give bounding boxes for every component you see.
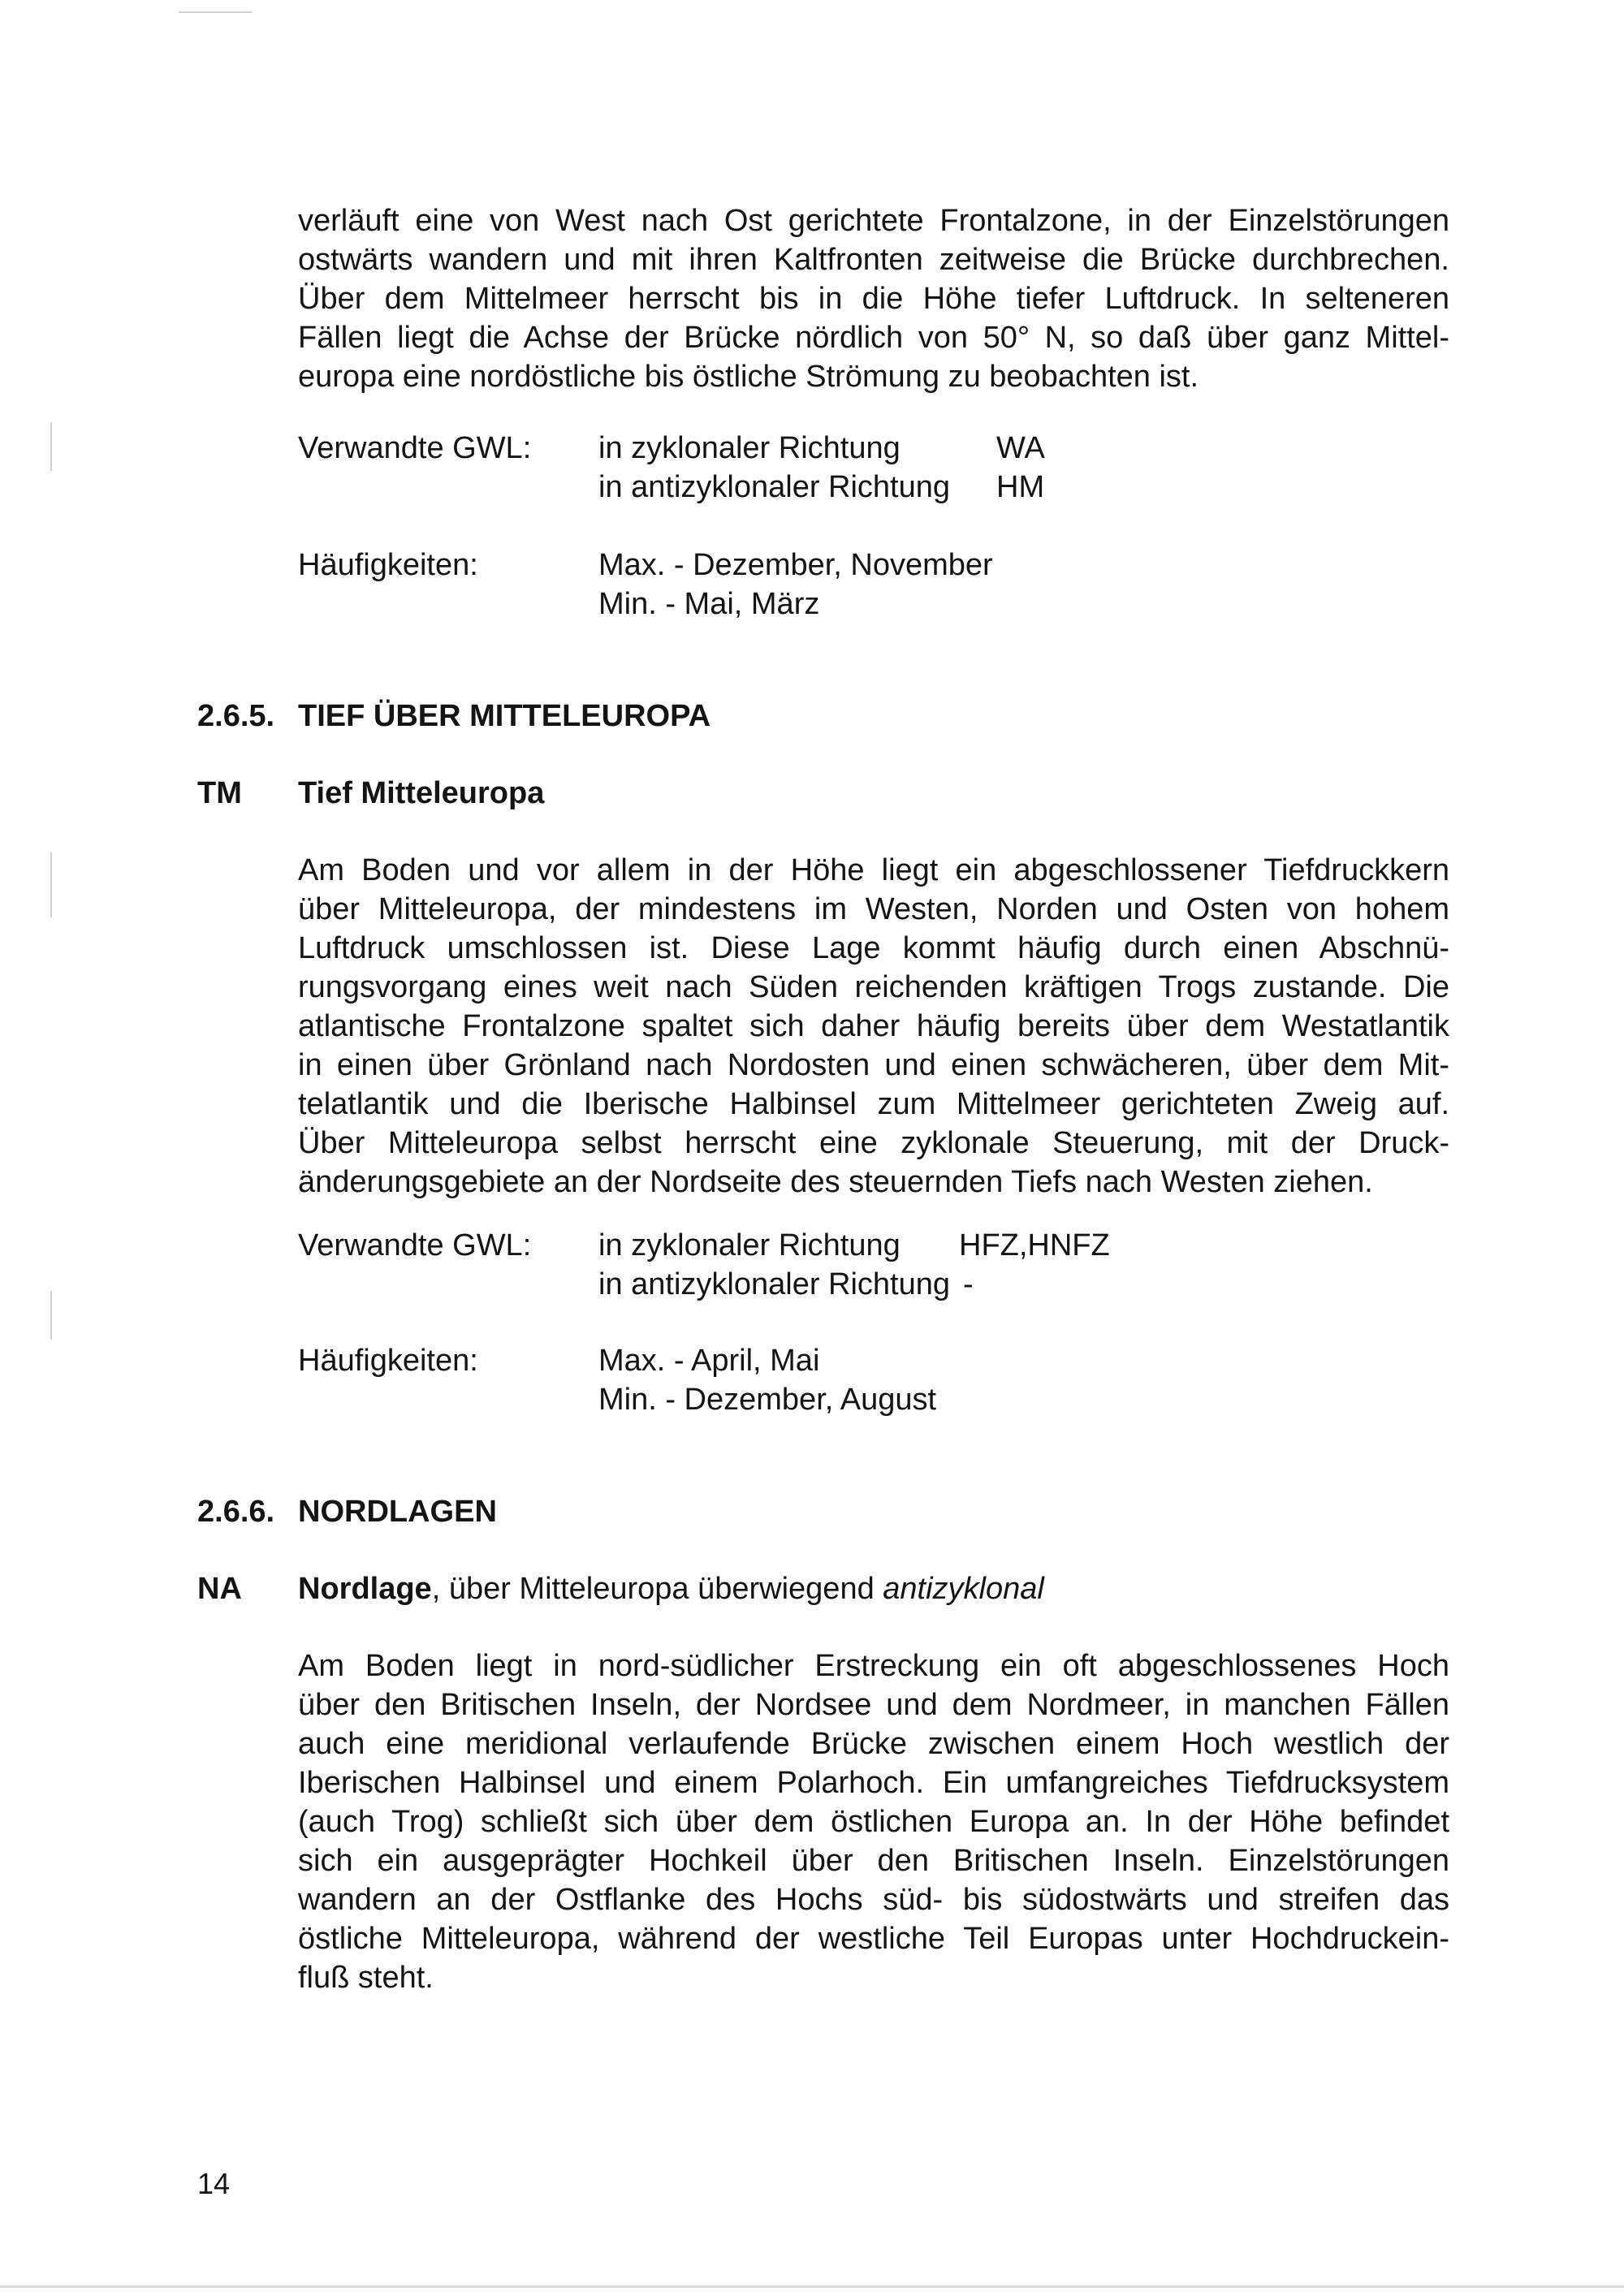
frequency-min: Min. - Mai, März bbox=[598, 587, 820, 621]
related-direction: in antizyklonaler Richtung bbox=[598, 1267, 951, 1301]
intro-line: Fällen liegt die Achse der Brücke nördlich von 50° N, so daß über ganz Mittel- bbox=[298, 321, 1449, 355]
tm-line: Luftdruck umschlossen ist. Diese Lage kommt häufig durch einen Abschnü- bbox=[298, 931, 1449, 965]
intro-line: europa eine nordöstliche bis östliche Strömung zu beobachten ist. bbox=[298, 360, 1199, 394]
related-value: - bbox=[963, 1267, 974, 1301]
gwl-code: TM bbox=[197, 776, 242, 810]
gwl-subtitle bbox=[298, 774, 544, 813]
na-line: (auch Trog) schließt sich über dem östlichen Europa an. In der Höhe befindet bbox=[298, 1805, 1449, 1839]
intro-line: Über dem Mittelmeer herrscht bis in die Höhe tiefer Luftdruck. In selteneren bbox=[298, 282, 1449, 316]
intro-line: ostwärts wandern und mit ihren Kaltfronten zeitweise die Brücke durchbrechen. bbox=[298, 243, 1449, 277]
na-line: sich ein ausgeprägter Hochkeil über den Britischen Inseln. Einzelstörungen bbox=[298, 1844, 1449, 1878]
na-line: fluß steht. bbox=[298, 1961, 434, 1995]
na-line: auch eine meridional verlaufende Brücke zwischen einem Hoch westlich der bbox=[298, 1727, 1449, 1761]
section-title: TIEF ÜBER MITTELEUROPA bbox=[298, 699, 711, 733]
tm-line: änderungsgebiete an der Nordseite des steuernden Tiefs nach Westen ziehen. bbox=[298, 1165, 1373, 1199]
na-line: Iberischen Halbinsel und einem Polarhoch. Ein umfangreiches Tiefdrucksystem bbox=[298, 1766, 1449, 1800]
tm-line: über Mitteleuropa, der mindestens im Westen, Norden und Osten von hohem bbox=[298, 892, 1449, 926]
section-title: NORDLAGEN bbox=[298, 1495, 497, 1529]
na-paragraph bbox=[298, 1646, 1449, 1997]
scan-artifact-left-3 bbox=[50, 1291, 52, 1340]
page-number: 14 bbox=[197, 2167, 231, 2200]
related-value: HM bbox=[996, 470, 1045, 504]
na-line: über den Britischen Inseln, der Nordsee und dem Nordmeer, in manchen Fällen bbox=[298, 1688, 1449, 1722]
scan-artifact-left-1 bbox=[50, 422, 52, 471]
related-value: HFZ,HNFZ bbox=[959, 1228, 1110, 1262]
scan-artifact-top bbox=[179, 11, 252, 13]
gwl-subtitle-rest: , über Mitteleuropa überwiegend bbox=[431, 1572, 883, 1606]
related-value: WA bbox=[996, 431, 1045, 465]
gwl-code: NA bbox=[197, 1572, 242, 1606]
related-direction: in antizyklonaler Richtung bbox=[598, 470, 951, 504]
tm-paragraph bbox=[298, 851, 1449, 1202]
frequency-max: Max. - April, Mai bbox=[598, 1344, 820, 1378]
na-line: östliche Mitteleuropa, während der westliche Teil Europas unter Hochdruckein- bbox=[298, 1922, 1449, 1956]
section-number: 2.6.6. bbox=[197, 1495, 275, 1529]
related-direction: in zyklonaler Richtung bbox=[598, 431, 901, 465]
tm-line: rungsvorgang eines weit nach Süden reichenden kräftigen Trogs zustande. Die bbox=[298, 970, 1449, 1004]
gwl-subtitle-text: Tief Mitteleuropa bbox=[298, 776, 545, 810]
frequencies-label: Häufigkeiten: bbox=[298, 1344, 478, 1378]
related-gwl-label: Verwandte GWL: bbox=[298, 431, 532, 465]
related-direction: in zyklonaler Richtung bbox=[598, 1228, 901, 1262]
tm-line: atlantische Frontalzone spaltet sich daher häufig bereits über dem Westatlantik bbox=[298, 1009, 1449, 1043]
tm-line: telatlantik und die Iberische Halbinsel zum Mittelmeer gerichteten Zweig auf. bbox=[298, 1087, 1449, 1121]
frequency-max: Max. - Dezember, November bbox=[598, 548, 993, 582]
intro-line: verläuft eine von West nach Ost gerichtete Frontalzone, in der Einzelstörungen bbox=[298, 204, 1449, 238]
section-number: 2.6.5. bbox=[197, 699, 275, 733]
tm-line: Über Mitteleuropa selbst herrscht eine zyklonale Steuerung, mit der Druck- bbox=[298, 1126, 1449, 1160]
frequency-min: Min. - Dezember, August bbox=[598, 1383, 937, 1417]
scan-artifact-left-2 bbox=[50, 852, 52, 917]
scan-artifact-bottom bbox=[0, 2285, 1624, 2288]
intro-paragraph bbox=[298, 201, 1449, 396]
tm-line: Am Boden und vor allem in der Höhe liegt ein abgeschlossener Tiefdruckkern bbox=[298, 853, 1449, 887]
gwl-subtitle-bold: Nordlage bbox=[298, 1572, 432, 1606]
na-line: wandern an der Ostflanke des Hochs süd- bis südostwärts und streifen das bbox=[298, 1883, 1449, 1917]
tm-line: in einen über Grönland nach Nordosten und einen schwächeren, über dem Mit- bbox=[298, 1048, 1449, 1082]
gwl-subtitle-italic: antizyklonal bbox=[883, 1572, 1044, 1606]
related-gwl-label: Verwandte GWL: bbox=[298, 1228, 532, 1262]
na-line: Am Boden liegt in nord-südlicher Erstreckung ein oft abgeschlossenes Hoch bbox=[298, 1649, 1449, 1683]
frequencies-label: Häufigkeiten: bbox=[298, 548, 478, 582]
gwl-subtitle bbox=[298, 1569, 1044, 1608]
